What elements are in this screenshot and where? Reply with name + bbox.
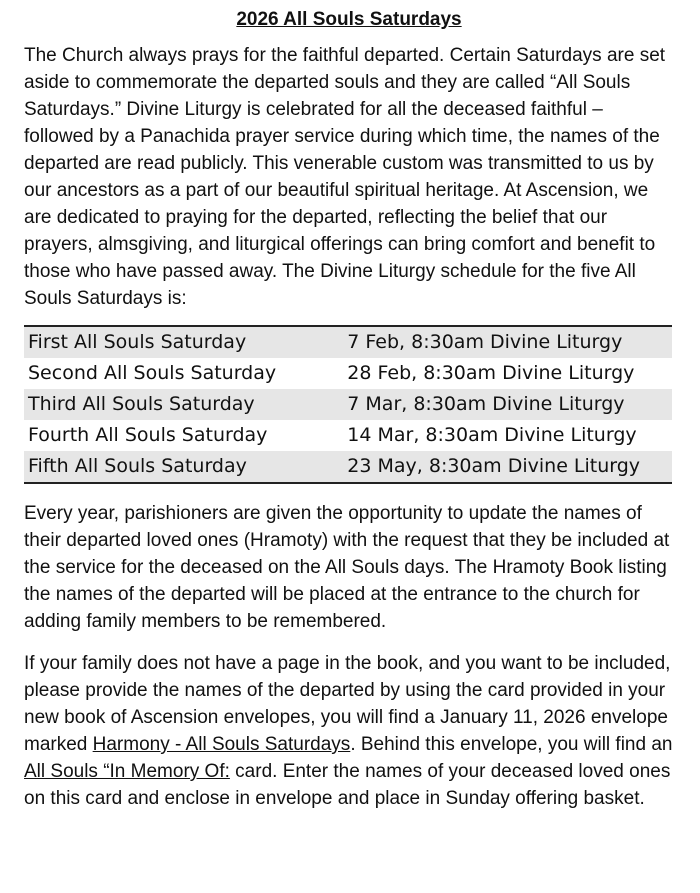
liturgy-date-time: 14 Mar, 8:30am Divine Liturgy xyxy=(347,424,637,446)
liturgy-date-time: 28 Feb, 8:30am Divine Liturgy xyxy=(347,362,635,384)
envelope-instructions-paragraph xyxy=(24,650,674,812)
saturday-name: Third All Souls Saturday xyxy=(24,389,343,420)
hramoty-paragraph: Every year, parishioners are given the opportunity to update the names of their departed loved ones (Hramoty) with the request that they be included at the service for the deceased on the All Souls days. The Hramoty Book listing the names of the departed will be placed at the entrance to the church for adding family members to be remembered. xyxy=(24,503,670,632)
envelope-name-underlined: Harmony - All Souls Saturdays xyxy=(92,734,351,755)
liturgy-date-time: 7 Mar, 8:30am Divine Liturgy xyxy=(343,389,672,420)
saturday-name: First All Souls Saturday xyxy=(24,326,343,358)
table-row xyxy=(24,358,672,389)
table-row xyxy=(24,420,672,451)
instructions-text: card. Enter the names of your deceased loved ones on this card and enclose in envelope and place in Sunday offering basket. xyxy=(24,761,671,809)
card-name-underlined: All Souls “In Memory Of: xyxy=(24,761,230,782)
intro-paragraph: The Church always prays for the faithful departed. Certain Saturdays are set aside to commemorate the departed souls and they are called “All Souls Saturdays.” Divine Liturgy is celebrated for all the deceased faithful – followed by a Panachida prayer service during which time, the names of the departed are read publicly. This venerable custom was transmitted to us by our ancestors as a part of our beautiful spiritual heritage. At Ascension, we are dedicated to praying for the departed, reflecting the belief that our prayers, almsgiving, and liturgical offerings can bring comfort and benefit to those who have passed away. The Divine Liturgy schedule for the five All Souls Saturdays is: xyxy=(24,45,666,309)
saturday-name: Second All Souls Saturday xyxy=(28,362,277,384)
saturday-name: Fourth All Souls Saturday xyxy=(28,424,268,446)
instructions-text: If your family does not have a page in the book, and you want to be included, please provide the names of the departed by using the card provided in your new book of Ascension envelopes, you will find a January 11, 2026 envelope marked xyxy=(24,653,671,755)
liturgy-date-time: 7 Feb, 8:30am Divine Liturgy xyxy=(343,326,672,358)
page-title: 2026 All Souls Saturdays xyxy=(236,9,462,30)
liturgy-schedule-table xyxy=(24,325,672,484)
saturday-name: Fifth All Souls Saturday xyxy=(24,451,343,483)
table-row xyxy=(24,389,672,420)
table-row xyxy=(24,326,672,358)
bulletin-page xyxy=(24,8,674,812)
instructions-text: . Behind this envelope, you will find an xyxy=(350,734,673,755)
table-row xyxy=(24,451,672,483)
liturgy-date-time: 23 May, 8:30am Divine Liturgy xyxy=(343,451,672,483)
